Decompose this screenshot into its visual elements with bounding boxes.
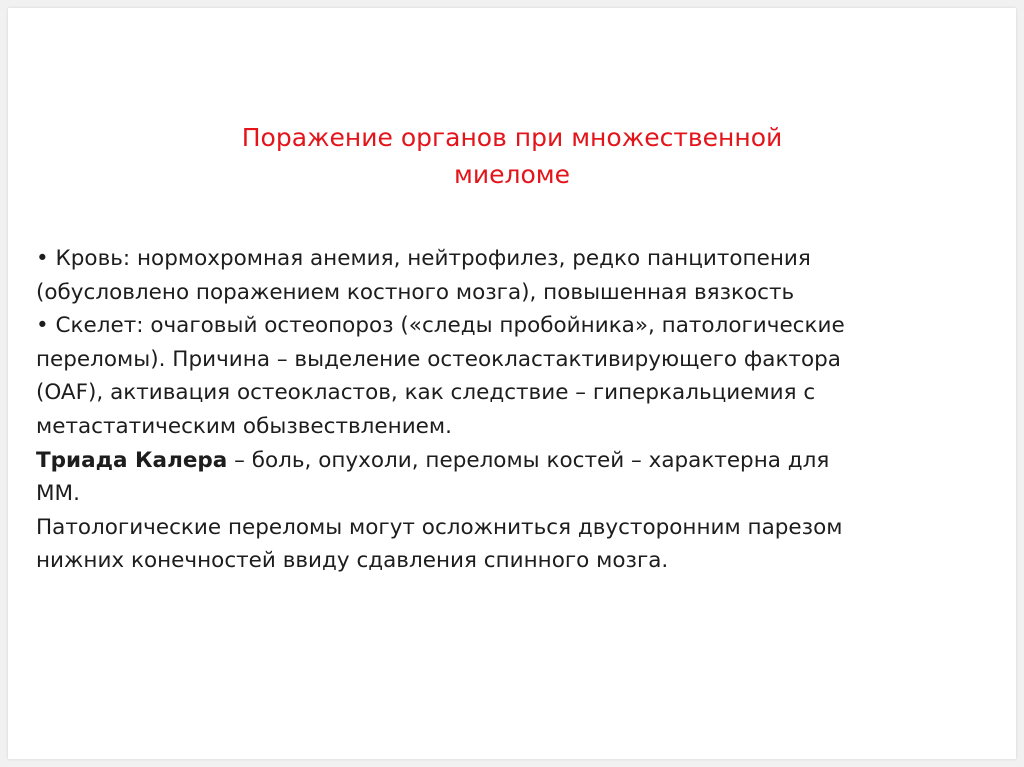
- title-line-1: Поражение органов при множественной: [241, 123, 783, 152]
- slide-title: [8, 119, 1016, 193]
- slide: [8, 8, 1016, 759]
- body-line: метастатическим обызвествлением.: [36, 413, 452, 439]
- body-line: (OAF), активация остеокластов, как следствие – гиперкальциемия с: [36, 380, 816, 406]
- body-line: нижних конечностей ввиду сдавления спинного мозга.: [36, 548, 669, 574]
- triad-description: – боль, опухоли, переломы костей – характерна для: [227, 447, 830, 473]
- title-line-2: миеломе: [453, 160, 570, 189]
- body-line: • Кровь: нормохромная анемия, нейтрофилез, редко панцитопения: [36, 246, 811, 271]
- body-line: (обусловлено поражением костного мозга), повышенная вязкость: [36, 279, 795, 305]
- body-line: • Скелет: очаговый остеопороз («следы пробойника», патологические: [36, 313, 845, 339]
- slide-body: [36, 242, 1006, 578]
- body-line: ММ.: [36, 481, 80, 507]
- triad-term: Триада Калера: [36, 447, 228, 473]
- body-line: переломы). Причина – выделение остеокластактивирующего фактора: [36, 346, 841, 372]
- body-line: Патологические переломы могут осложниться двусторонним парезом: [36, 514, 843, 540]
- triad-line: [36, 444, 1006, 478]
